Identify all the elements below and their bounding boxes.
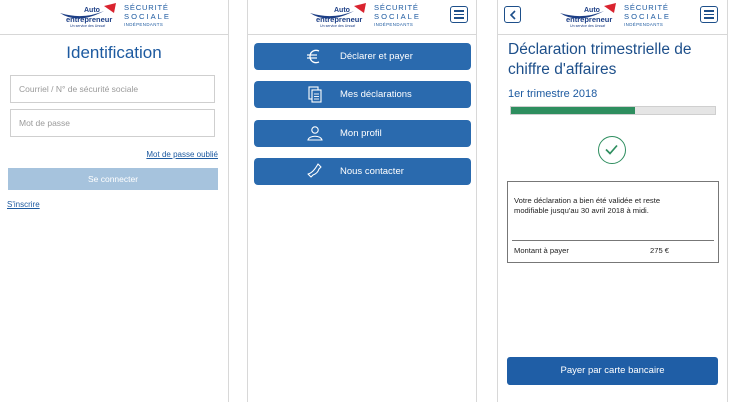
securite-sociale-logo bbox=[374, 3, 424, 31]
securite-sociale-logo bbox=[624, 3, 674, 31]
app-header bbox=[498, 0, 727, 35]
menu-bar bbox=[454, 14, 464, 16]
back-button[interactable] bbox=[504, 6, 521, 23]
profile-icon bbox=[306, 125, 324, 142]
contact-us-button[interactable] bbox=[254, 158, 471, 185]
email-field[interactable] bbox=[10, 75, 215, 103]
ssi-line1: SÉCURITÉ bbox=[124, 3, 169, 12]
page-title: Déclaration trimestrielle de chiffre d'affaires bbox=[508, 41, 692, 78]
ssi-line1: SÉCURITÉ bbox=[624, 3, 669, 12]
app-header bbox=[0, 0, 228, 35]
menu-item-label: Mes déclarations bbox=[340, 89, 412, 100]
progress-fill bbox=[511, 107, 635, 114]
logo-entrepreneur-text: entrepreneur bbox=[66, 15, 113, 24]
ssi-line2: SOCIALE bbox=[124, 12, 171, 21]
success-check-icon bbox=[598, 136, 626, 164]
receipt-divider bbox=[512, 240, 714, 241]
logo-auto-text: Auto bbox=[334, 7, 350, 14]
my-profile-button[interactable] bbox=[254, 120, 471, 147]
declaration-screen bbox=[497, 0, 728, 402]
quarter-label: 1er trimestre 2018 bbox=[508, 88, 598, 100]
pay-by-card-button[interactable]: Payer par carte bancaire bbox=[507, 357, 718, 385]
menu-bar bbox=[704, 17, 714, 19]
logo-auto-text: Auto bbox=[584, 7, 600, 14]
login-screen bbox=[0, 0, 229, 402]
amount-value: 275 € bbox=[650, 246, 670, 255]
logo-entrepreneur-text: entrepreneur bbox=[566, 15, 613, 24]
menu-bar bbox=[704, 10, 714, 12]
logo-tagline: Un service des Urssaf bbox=[320, 24, 356, 28]
confirmation-message: Votre déclaration a bien été validée et reste modifiable jusqu'au 30 avril 2018 à midi. bbox=[514, 196, 661, 215]
connect-button[interactable]: Se connecter bbox=[8, 168, 218, 190]
page-title: Identification bbox=[66, 43, 162, 62]
securite-sociale-logo bbox=[124, 3, 174, 31]
forgot-password-link[interactable]: Mot de passe oublié bbox=[146, 150, 218, 159]
documents-icon bbox=[306, 86, 324, 103]
logo-tagline: Un service des Urssaf bbox=[570, 24, 606, 28]
auto-entrepreneur-logo bbox=[58, 3, 120, 31]
phone-icon bbox=[306, 163, 324, 180]
logo-tagline: Un service des Urssaf bbox=[70, 24, 106, 28]
progress-bar bbox=[510, 106, 716, 115]
checkmark-icon bbox=[599, 137, 624, 162]
menu-item-label: Mon profil bbox=[340, 128, 382, 139]
auto-entrepreneur-logo bbox=[308, 3, 370, 31]
menu-bar bbox=[704, 14, 714, 16]
hamburger-menu-button[interactable] bbox=[700, 6, 718, 23]
ssi-line3: INDÉPENDANTS bbox=[624, 22, 664, 27]
ssi-line2: SOCIALE bbox=[624, 12, 671, 21]
menu-screen bbox=[247, 0, 477, 402]
logo-entrepreneur-text: entrepreneur bbox=[316, 15, 363, 24]
menu-item-label: Nous contacter bbox=[340, 166, 404, 177]
logo-auto-text: Auto bbox=[84, 7, 100, 14]
password-field[interactable] bbox=[10, 109, 215, 137]
amount-label: Montant à payer bbox=[514, 246, 569, 255]
auto-entrepreneur-logo bbox=[558, 3, 620, 31]
menu-item-label: Déclarer et payer bbox=[340, 51, 413, 62]
hamburger-menu-button[interactable] bbox=[450, 6, 468, 23]
ssi-line2: SOCIALE bbox=[374, 12, 421, 21]
ssi-line1: SÉCURITÉ bbox=[374, 3, 419, 12]
my-declarations-button[interactable] bbox=[254, 81, 471, 108]
ssi-line3: INDÉPENDANTS bbox=[374, 22, 414, 27]
app-header bbox=[248, 0, 476, 35]
menu-bar bbox=[454, 10, 464, 12]
signup-link[interactable]: S'inscrire bbox=[7, 200, 40, 209]
euro-icon bbox=[306, 48, 324, 65]
confirmation-receipt bbox=[507, 181, 719, 263]
ssi-line3: INDÉPENDANTS bbox=[124, 22, 164, 27]
chevron-left-icon bbox=[509, 10, 517, 20]
declare-and-pay-button[interactable] bbox=[254, 43, 471, 70]
menu-bar bbox=[454, 17, 464, 19]
